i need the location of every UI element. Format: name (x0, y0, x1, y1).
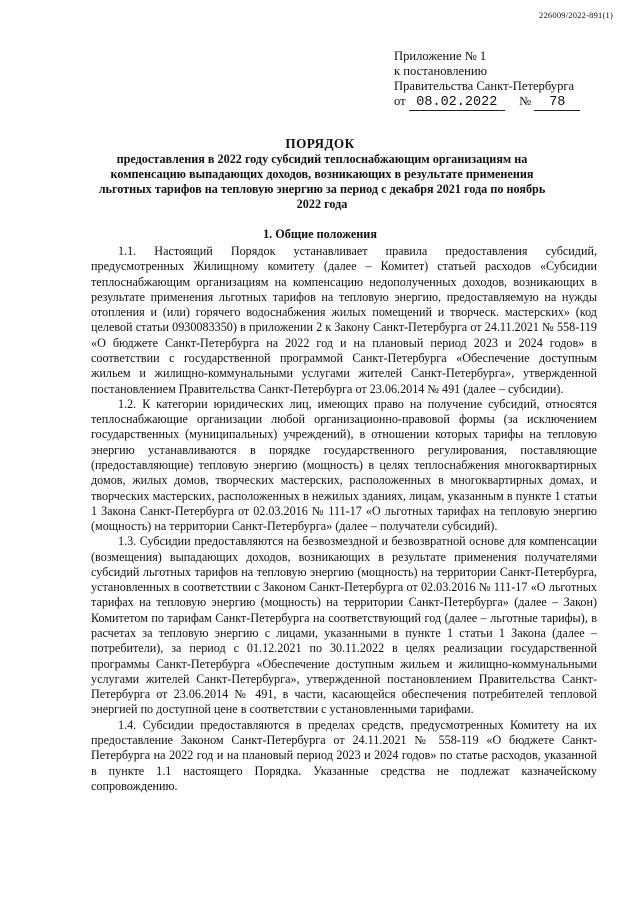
appendix-line-1: Приложение № 1 (394, 49, 487, 63)
paragraph-1-1: 1.1. Настоящий Порядок устанавливает правила предоставления субсидий, предусмотренных Жилищному комитету (далее – Комитет) статьей расходов «Субсидии теплоснабжающим организациям на компенсацию недополученных доходов, возникающих в результате применения льготных тарифов на тепловую энергию, предоставляемую на нужды отопления и (или) горячего водоснабжения жилых помещений и творческ. мастерских» (код целевой статьи 0930083350) в приложении 2 к Закону Санкт-Петербурга от 24.11.2021 № 558-119 «О бюджете Санкт-Петербурга на 2022 год и на плановый период 2023 и 2024 годов» в соответствии с государственной программой Санкт-Петербурга «Обеспечение доступным жильем и жилищно-коммунальными услугами жителей Санкт-Петербурга», утвержденной постановлением Правительства Санкт-Петербурга от 23.06.2014 № 491 (далее – субсидии). (91, 244, 597, 396)
number-prefix: № (519, 94, 532, 108)
appendix-line-3: Правительства Санкт-Петербурга (394, 79, 575, 93)
date-prefix: от (394, 94, 406, 108)
resolution-date: 08.02.2022 (409, 96, 505, 111)
document-code: 226009/2022-891(1) (539, 10, 613, 20)
document-body (91, 244, 597, 794)
appendix-block (394, 49, 580, 111)
document-title: ПОРЯДОК (285, 136, 355, 151)
paragraph-1-3: 1.3. Субсидии предоставляются на безвозмездной и безвозвратной основе для компенсации (возмещения) выпадающих доходов, возникающих в результате применения получателями субсидий льготных тарифов на тепловую энергию (мощность) на территории Санкт-Петербурга, установленных в соответствии с Законом Санкт-Петербурга от 02.03.2016 № 111-17 «О льготных тарифах на тепловую энергию (мощность) на территории Санкт-Петербурга» (далее – Закон) Комитетом по тарифам Санкт-Петербурга на соответствующий год (далее – льготные тарифы), в расчетах за тепловую энергию с лицами, указанными в пункте 1 статьи 1 Закона (далее – потребители), за период с 01.12.2021 по 30.11.2022 в целях реализации государственной программы Санкт-Петербурга «Обеспечение доступным жильем и жилищно-коммунальными услугами жителей Санкт-Петербурга», утвержденной постановлением Правительства Санкт-Петербурга от 23.06.2014 № 491, в части, касающейся обеспечения потребителей тепловой энергией по доступной цене в соответствии с установленными тарифами. (91, 534, 597, 717)
resolution-number: 78 (534, 96, 580, 111)
section-heading: 1. Общие положения (263, 227, 377, 241)
paragraph-1-2: 1.2. К категории юридических лиц, имеющих право на получение субсидий, относятся теплоснабжающие организации любой организационно-правовой формы (за исключением государственных (муниципальных) учреждений), в отношении которых тарифы на тепловую энергию устанавливаются в порядке государственного регулирования, поставляющие (предоставляющие) тепловую энергию (мощность) в целях теплоснабжения многоквартирных домов, жилых домов, творческих мастерских, расположенных в многоквартирных домах, и творческих мастерских, расположенных в нежилых зданиях, лицам, указанным в пункте 1 статьи 1 Закона Санкт-Петербурга от 02.03.2016 № 111-17 «О льготных тарифах на тепловую энергию (мощность) на территории Санкт-Петербурга» (далее – получатели субсидий). (91, 396, 597, 534)
appendix-line-2: к постановлению (394, 64, 488, 78)
paragraph-1-4: 1.4. Субсидии предоставляются в пределах средств, предусмотренных Комитету на их предоставление Законом Санкт-Петербурга от 24.11.2021 № 558-119 «О бюджете Санкт-Петербурга на 2022 год и на плановый период 2023 и 2024 годов» по статье расходов, указанной в пункте 1.1 настоящего Порядка. Указанные средства не подлежат казначейскому сопровождению. (91, 717, 597, 793)
document-subtitle: предоставления в 2022 году субсидий теплоснабжающим организациям на компенсацию выпадающих доходов, возникающих в результате применения льготных тарифов на тепловую энергию за период с декабря 2021 года по ноябрь 2022 года (98, 152, 546, 211)
appendix-date-line (394, 94, 580, 111)
